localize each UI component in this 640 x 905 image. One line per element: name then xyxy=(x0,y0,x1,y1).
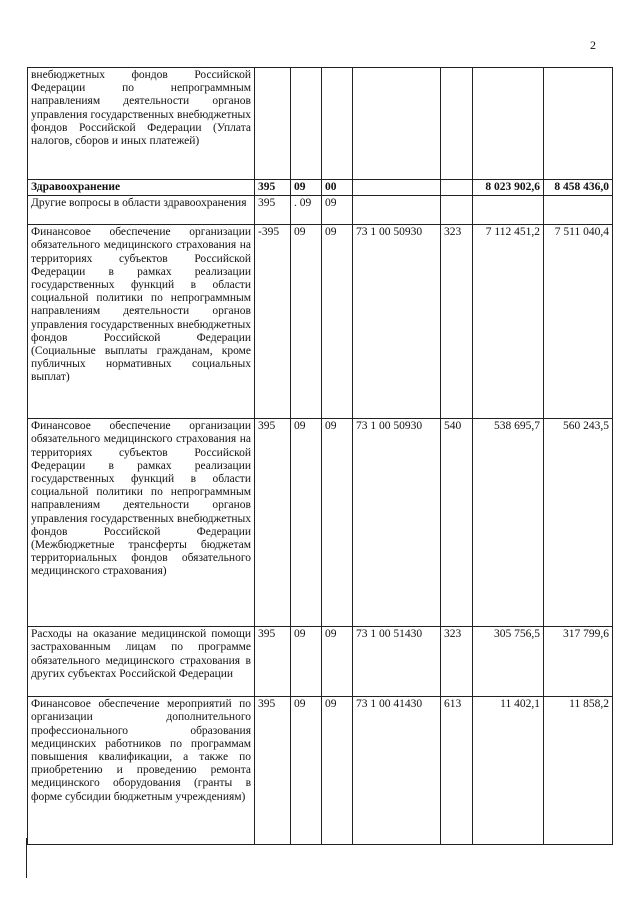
row-name-cell: Расходы на оказание медицинской помощи застрахованным лицам по программе обязательного медицинского страхования в других субъектах Российской Федерации xyxy=(28,627,255,697)
row-name-cell: Финансовое обеспечение организации обязательного медицинского страхования на территориях субъектов Российской Федерации в рамках реализации государственных функций в области социальной политики по непрограммным направлениям деятельности органов управления государственных внебюджетных фондов Российской Федерации (Межбюджетные трансферты бюджетам территориальных фондов обязательного медицинского страхования) xyxy=(28,419,255,627)
subsection-code-cell: 09 xyxy=(322,627,353,697)
expense-type-cell xyxy=(441,180,473,196)
ministry-code-cell: 395 xyxy=(255,196,291,225)
budget-table-body xyxy=(28,68,613,845)
section-code-cell xyxy=(291,68,322,180)
target-item-cell xyxy=(353,196,441,225)
amount-2019-cell xyxy=(473,68,544,180)
amount-2020-cell: 8 458 436,0 xyxy=(544,180,613,196)
amount-2019-cell: 7 112 451,2 xyxy=(473,225,544,419)
table-row xyxy=(28,697,613,845)
row-name-cell: внебюджетных фондов Российской Федерации по непрограммным направлениям деятельности органов управления государственных внебюджетных фондов Российской Федерации (Уплата налогов, сборов и иных платежей) xyxy=(28,68,255,180)
expense-type-cell: 613 xyxy=(441,697,473,845)
amount-2020-cell xyxy=(544,68,613,180)
section-code-cell: 09 xyxy=(291,180,322,196)
subsection-code-cell: 09 xyxy=(322,196,353,225)
target-item-cell xyxy=(353,68,441,180)
target-item-cell xyxy=(353,180,441,196)
table-left-border-continuation xyxy=(26,838,27,878)
budget-table xyxy=(27,67,613,845)
amount-2019-cell: 305 756,5 xyxy=(473,627,544,697)
row-name-cell: Здравоохранение xyxy=(28,180,255,196)
subsection-code-cell: 09 xyxy=(322,419,353,627)
amount-2020-cell: 317 799,6 xyxy=(544,627,613,697)
amount-2019-cell xyxy=(473,196,544,225)
section-code-cell: 09 xyxy=(291,419,322,627)
ministry-code-cell xyxy=(255,68,291,180)
target-item-cell: 73 1 00 50930 xyxy=(353,419,441,627)
table-row xyxy=(28,180,613,196)
row-name-cell: Финансовое обеспечение организации обязательного медицинского страхования на территориях субъектов Российской Федерации в рамках реализации государственных функций в области социальной политики по непрограммным направлениям деятельности органов управления государственных внебюджетных фондов Российской Федерации (Социальные выплаты гражданам, кроме публичных нормативных социальных выплат) xyxy=(28,225,255,419)
section-code-cell: 09 xyxy=(291,697,322,845)
ministry-code-cell: 395 xyxy=(255,180,291,196)
section-code-cell: . 09 xyxy=(291,196,322,225)
subsection-code-cell: 09 xyxy=(322,697,353,845)
target-item-cell: 73 1 00 41430 xyxy=(353,697,441,845)
section-code-cell: 09 xyxy=(291,225,322,419)
row-name-cell: Другие вопросы в области здравоохранения xyxy=(28,196,255,225)
ministry-code-cell: -395 xyxy=(255,225,291,419)
expense-type-cell: 540 xyxy=(441,419,473,627)
expense-type-cell: 323 xyxy=(441,627,473,697)
page-number: 2 xyxy=(590,38,596,52)
amount-2020-cell xyxy=(544,196,613,225)
amount-2020-cell: 7 511 040,4 xyxy=(544,225,613,419)
subsection-code-cell xyxy=(322,68,353,180)
ministry-code-cell: 395 xyxy=(255,627,291,697)
amount-2019-cell: 11 402,1 xyxy=(473,697,544,845)
subsection-code-cell: 09 xyxy=(322,225,353,419)
ministry-code-cell: 395 xyxy=(255,697,291,845)
table-row xyxy=(28,68,613,180)
expense-type-cell: 323 xyxy=(441,225,473,419)
expense-type-cell xyxy=(441,68,473,180)
table-row xyxy=(28,627,613,697)
expense-type-cell xyxy=(441,196,473,225)
amount-2019-cell: 538 695,7 xyxy=(473,419,544,627)
table-row xyxy=(28,225,613,419)
amount-2019-cell: 8 023 902,6 xyxy=(473,180,544,196)
table-row xyxy=(28,419,613,627)
section-code-cell: 09 xyxy=(291,627,322,697)
ministry-code-cell: 395 xyxy=(255,419,291,627)
amount-2020-cell: 11 858,2 xyxy=(544,697,613,845)
target-item-cell: 73 1 00 50930 xyxy=(353,225,441,419)
subsection-code-cell: 00 xyxy=(322,180,353,196)
target-item-cell: 73 1 00 51430 xyxy=(353,627,441,697)
amount-2020-cell: 560 243,5 xyxy=(544,419,613,627)
row-name-cell: Финансовое обеспечение мероприятий по организации дополнительного профессионального образования медицинских работников по программам повышения квалификации, а также по приобретению и проведению ремонта медицинского оборудования (гранты в форме субсидии бюджетным учреждениям) xyxy=(28,697,255,845)
table-row xyxy=(28,196,613,225)
